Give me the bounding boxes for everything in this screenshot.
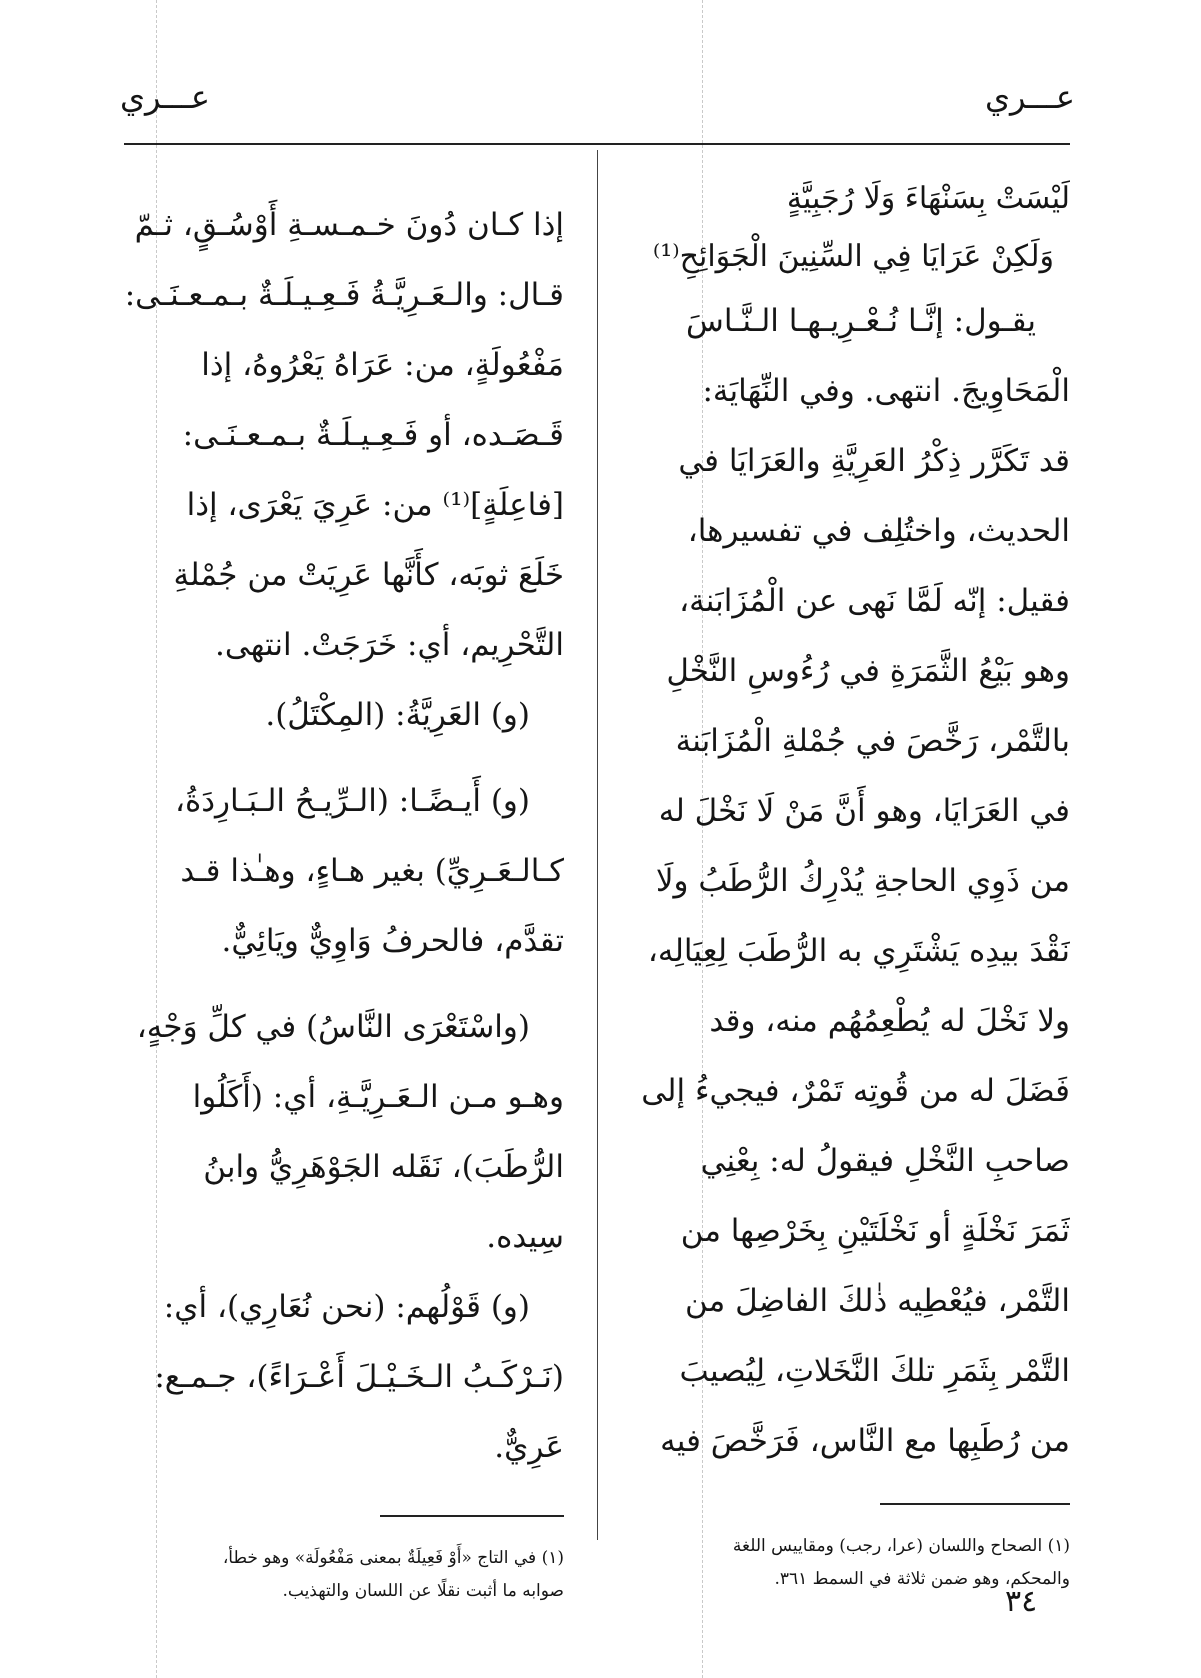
text-line: يقـول: إنَّـا نُـعْـرِيـهـا الـنَّـاسَ xyxy=(686,303,1036,339)
text-line: قَـصَـده، أو فَـعِـيـلَـةٌ بـمـعـنَـى: xyxy=(182,417,564,453)
text-line: نَقْدَ بيدِه يَشْتَرِي به الرُّطَبَ لِعِيَالِه، xyxy=(647,933,1070,969)
left-column xyxy=(124,190,564,1482)
text-line: من ذَوِي الحاجةِ يُدْرِكُ الرُّطَبُ ولَا xyxy=(655,863,1070,899)
text-line: وهـو مـن الـعَـرِيَّـةِ، أي: (أَكَلُوا xyxy=(192,1079,564,1115)
text-line: الرُّطَبَ)، نَقَله الجَوْهَرِيُّ وابنُ xyxy=(203,1149,564,1185)
text-line: (و) قَوْلُهم: (نحن نُعَارِي)، أي: xyxy=(163,1289,530,1325)
footnote-left xyxy=(124,1542,564,1608)
text-line: (و) العَرِيَّةُ: (المِكْتَلُ). xyxy=(265,697,530,733)
footnote-rule xyxy=(380,1515,564,1517)
footnote-rule xyxy=(880,1503,1070,1505)
text-line: إذا كـان دُونَ خـمـسـةِ أَوْسُـقٍ، ثـمّ xyxy=(134,207,564,243)
page-number: ٣٤ xyxy=(1005,1584,1038,1619)
footnote-line: صوابه ما أثبت نقلًا عن اللسان والتهذيب. xyxy=(282,1581,564,1601)
text-line: كـالـعَـرِيِّ) بغير هـاءٍ، وهـٰذا قـد xyxy=(180,853,564,889)
text-line: عَرِيٌّ. xyxy=(494,1429,564,1465)
text-line: ولا نَخْلَ له يُطْعِمُهُم منه، وقد xyxy=(709,1003,1070,1039)
header-root-word-right: عـــري xyxy=(985,78,1075,116)
text-line: فَضَلَ له من قُوتِه تَمْرٌ، فيجيءُ إلى xyxy=(641,1073,1070,1109)
text-line: (و) أَيـضًـا: (الـرِّيـحُ الـبَـارِدَةُ، xyxy=(174,783,530,819)
text-line: التَّحْرِيم، أي: خَرَجَتْ. انتهى. xyxy=(215,627,564,663)
text-line: قد تَكَرَّر ذِكْرُ العَرِيَّةِ والعَرَايَا في xyxy=(678,443,1070,479)
text-line: التَّمْر بِثَمَرِ تلكَ النَّخَلاتِ، لِيُصيبَ xyxy=(679,1353,1070,1389)
text-line: التَّمْر، فيُعْطِيه ذٰلكَ الفاضِلَ من xyxy=(685,1283,1070,1319)
text-line: الحديث، واختُلِف في تفسيرها، xyxy=(687,513,1070,549)
column-divider xyxy=(597,150,598,1540)
footnote-line: (١) في التاج «أَوْ فَعِيلَةٌ بمعنى مَفْعُولَة» وهو خطأ، xyxy=(222,1548,564,1568)
text-line: قـال: والـعَـرِيَّـةُ فَـعِـيـلَـةٌ بـمـعـنَـى: xyxy=(124,277,564,313)
text-line: صاحبِ النَّخْلِ فيقولُ له: بِعْنِي xyxy=(700,1143,1070,1179)
text-line: من رُطَبِها مع النَّاس، فَرَخَّصَ فيه xyxy=(660,1423,1070,1459)
text-line: فقيل: إنّه لَمَّا نَهى عن الْمُزَابَنة، xyxy=(679,583,1070,619)
text-line: بالتَّمْر، رَخَّصَ في جُمْلةِ الْمُزَابَنة xyxy=(675,723,1070,759)
text-line: (نَـرْكَـبُ الـخَـيْـلَ أَعْـرَاءً)، جـمـع: xyxy=(154,1359,564,1395)
text-line: سِيده. xyxy=(486,1219,564,1255)
footnote-line: (١) الصحاح واللسان (عرا، رجب) ومقاييس اللغة xyxy=(732,1536,1070,1556)
right-column xyxy=(640,170,1070,1476)
verse-line: لَيْسَتْ بِسَنْهَاءَ وَلَا رُجَبِيَّةٍ xyxy=(786,181,1070,216)
text-line: الْمَحَاوِيجَ. انتهى. وفي النِّهَايَة: xyxy=(702,373,1070,409)
text-line: [فاعِلَةٍ]⁽¹⁾ من: عَرِيَ يَعْرَى، إذا xyxy=(186,487,564,523)
text-line: خَلَعَ ثوبَه، كأَنَّها عَرِيَتْ من جُمْلةِ xyxy=(173,557,564,593)
text-line: في العَرَايَا، وهو أَنَّ مَنْ لَا نَخْلَ له xyxy=(658,793,1070,829)
text-line: مَفْعُولَةٍ، من: عَرَاهُ يَعْرُوهُ، إذا xyxy=(201,347,564,383)
text-line: (واسْتَعْرَى النَّاسُ) في كلِّ وَجْهٍ، xyxy=(136,1009,530,1045)
text-line: وهو بَيْعُ الثَّمَرَةِ في رُءُوسِ النَّخْلِ xyxy=(666,653,1070,689)
text-line: ثَمَرَ نَخْلَةٍ أو نَخْلَتَيْنِ بِخَرْصِها من xyxy=(680,1213,1070,1249)
text-line: تقدَّم، فالحرفُ وَاوِيٌّ ويَائِيٌّ. xyxy=(221,923,564,959)
header-root-word-left: عـــري xyxy=(120,78,210,116)
footnote-line: والمحكم، وهو ضمن ثلاثة في السمط ٣٦١. xyxy=(774,1569,1070,1589)
verse-line: وَلَكِنْ عَرَايَا فِي السِّنِينَ الْجَوَائِحِ⁽¹⁾ xyxy=(652,239,1054,274)
header-rule xyxy=(124,143,1070,145)
